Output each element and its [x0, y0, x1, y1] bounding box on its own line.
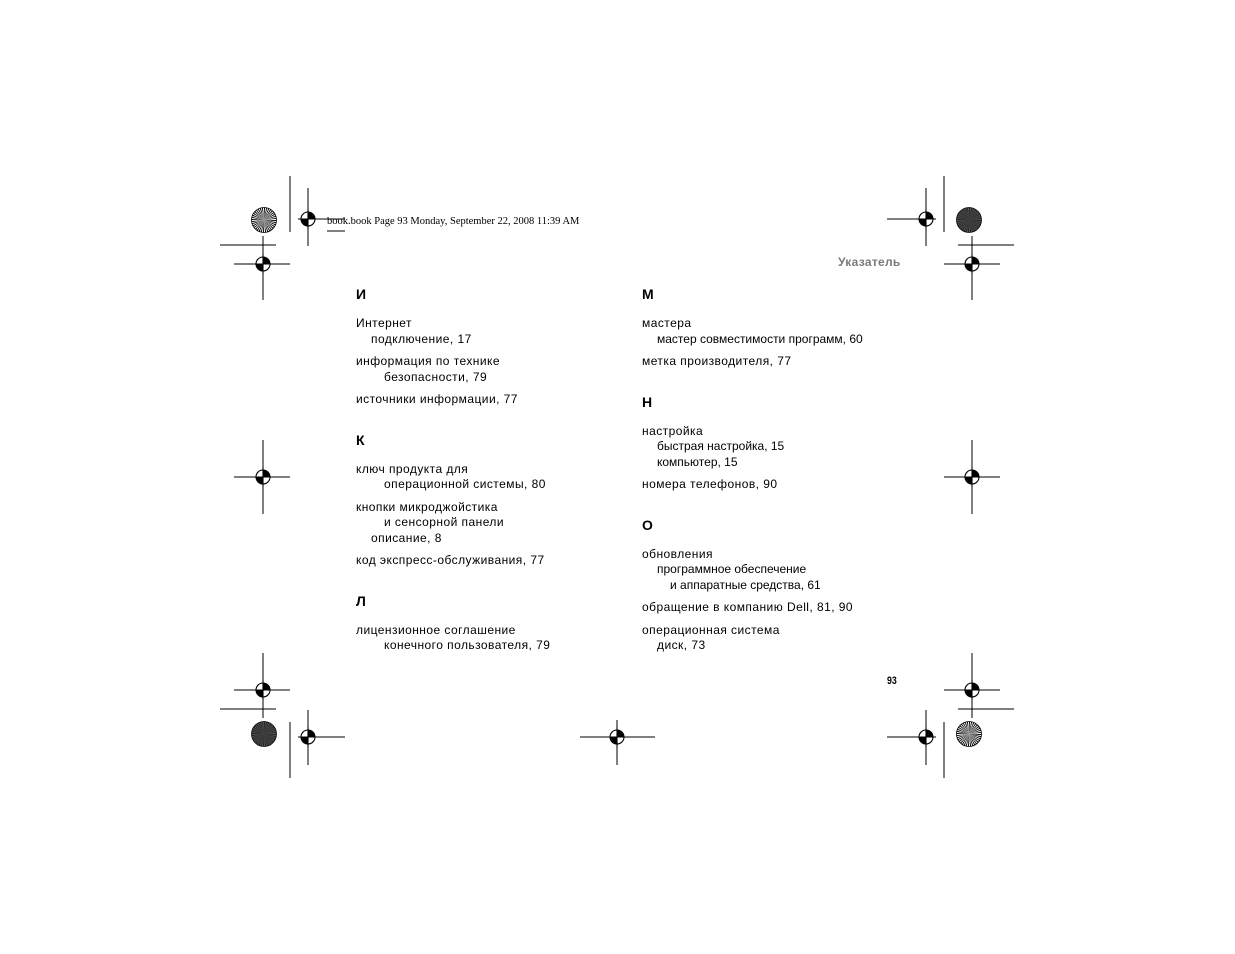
index-entry: [642, 424, 902, 471]
index-letter-group: [642, 286, 902, 370]
index-letter-heading: К: [356, 431, 365, 448]
index-subterm: описание, 8: [371, 530, 442, 545]
index-letter-heading: Н: [642, 393, 653, 410]
index-entry: [356, 553, 616, 569]
index-term: операционная система: [642, 622, 780, 637]
index-entry: [642, 316, 902, 347]
index-entry: [642, 623, 902, 654]
page-number: 93: [887, 675, 897, 687]
index-term: обновления: [642, 546, 713, 561]
index-letter-heading: И: [356, 286, 367, 302]
index-subterm: диск, 73: [657, 638, 706, 652]
index-entry: [356, 392, 616, 408]
index-letter-group: [356, 286, 616, 408]
index-letter-heading: О: [642, 516, 653, 533]
starburst-mark: [957, 208, 982, 233]
index-entry: [356, 316, 616, 347]
index-term: мастера: [642, 316, 692, 330]
index-subterm: компьютер, 15: [657, 454, 738, 469]
index-term: код экспресс-обслуживания, 77: [356, 553, 545, 567]
index-term: кнопки микроджойстика: [356, 499, 498, 514]
index-term: ключ продукта для: [356, 461, 469, 476]
index-term: настройка: [642, 423, 704, 438]
index-letter-group: [356, 593, 616, 654]
index-term: лицензионное соглашение: [356, 622, 516, 637]
index-subterm: операционной системы, 80: [384, 477, 546, 491]
index-letter-group: [642, 517, 902, 654]
index-subterm: программное обеспечение: [657, 562, 807, 576]
index-entry: [356, 354, 616, 385]
index-entry: [356, 623, 616, 654]
starburst-mark: [957, 722, 982, 747]
index-term: источники информации, 77: [356, 392, 518, 406]
index-entry: [356, 462, 616, 493]
index-term: информация по технике: [356, 354, 500, 368]
section-title: Указатель: [838, 255, 901, 269]
index-subterm: подключение, 17: [371, 331, 472, 346]
index-column-left: [356, 286, 616, 678]
index-subterm: мастер совместимости программ, 60: [657, 331, 863, 346]
index-letter-group: [642, 394, 902, 493]
index-subterm: и аппаратные средства, 61: [670, 577, 821, 592]
index-letter-group: [356, 432, 616, 569]
index-subterm: безопасности, 79: [384, 369, 488, 384]
print-slug: book.book Page 93 Monday, September 22, 2008 11:39 AM: [327, 216, 580, 227]
index-term: Интернет: [356, 316, 412, 330]
index-term: обращение в компанию Dell, 81, 90: [642, 600, 854, 614]
index-column-right: [642, 286, 902, 678]
index-term: номера телефонов, 90: [642, 477, 778, 491]
index-entry: [642, 354, 902, 370]
index-letter-heading: М: [642, 286, 654, 302]
index-subterm: конечного пользователя, 79: [384, 638, 551, 652]
starburst-mark: [252, 722, 277, 747]
index-entry: [642, 547, 902, 594]
index-subterm: быстрая настройка, 15: [657, 439, 785, 453]
index-term: метка производителя, 77: [642, 354, 792, 368]
index-entry: [642, 477, 902, 493]
index-entry: [356, 500, 616, 547]
index-subterm: и сенсорной панели: [384, 515, 505, 529]
index-letter-heading: Л: [356, 592, 366, 609]
starburst-mark: [252, 208, 277, 233]
index-entry: [642, 600, 902, 616]
